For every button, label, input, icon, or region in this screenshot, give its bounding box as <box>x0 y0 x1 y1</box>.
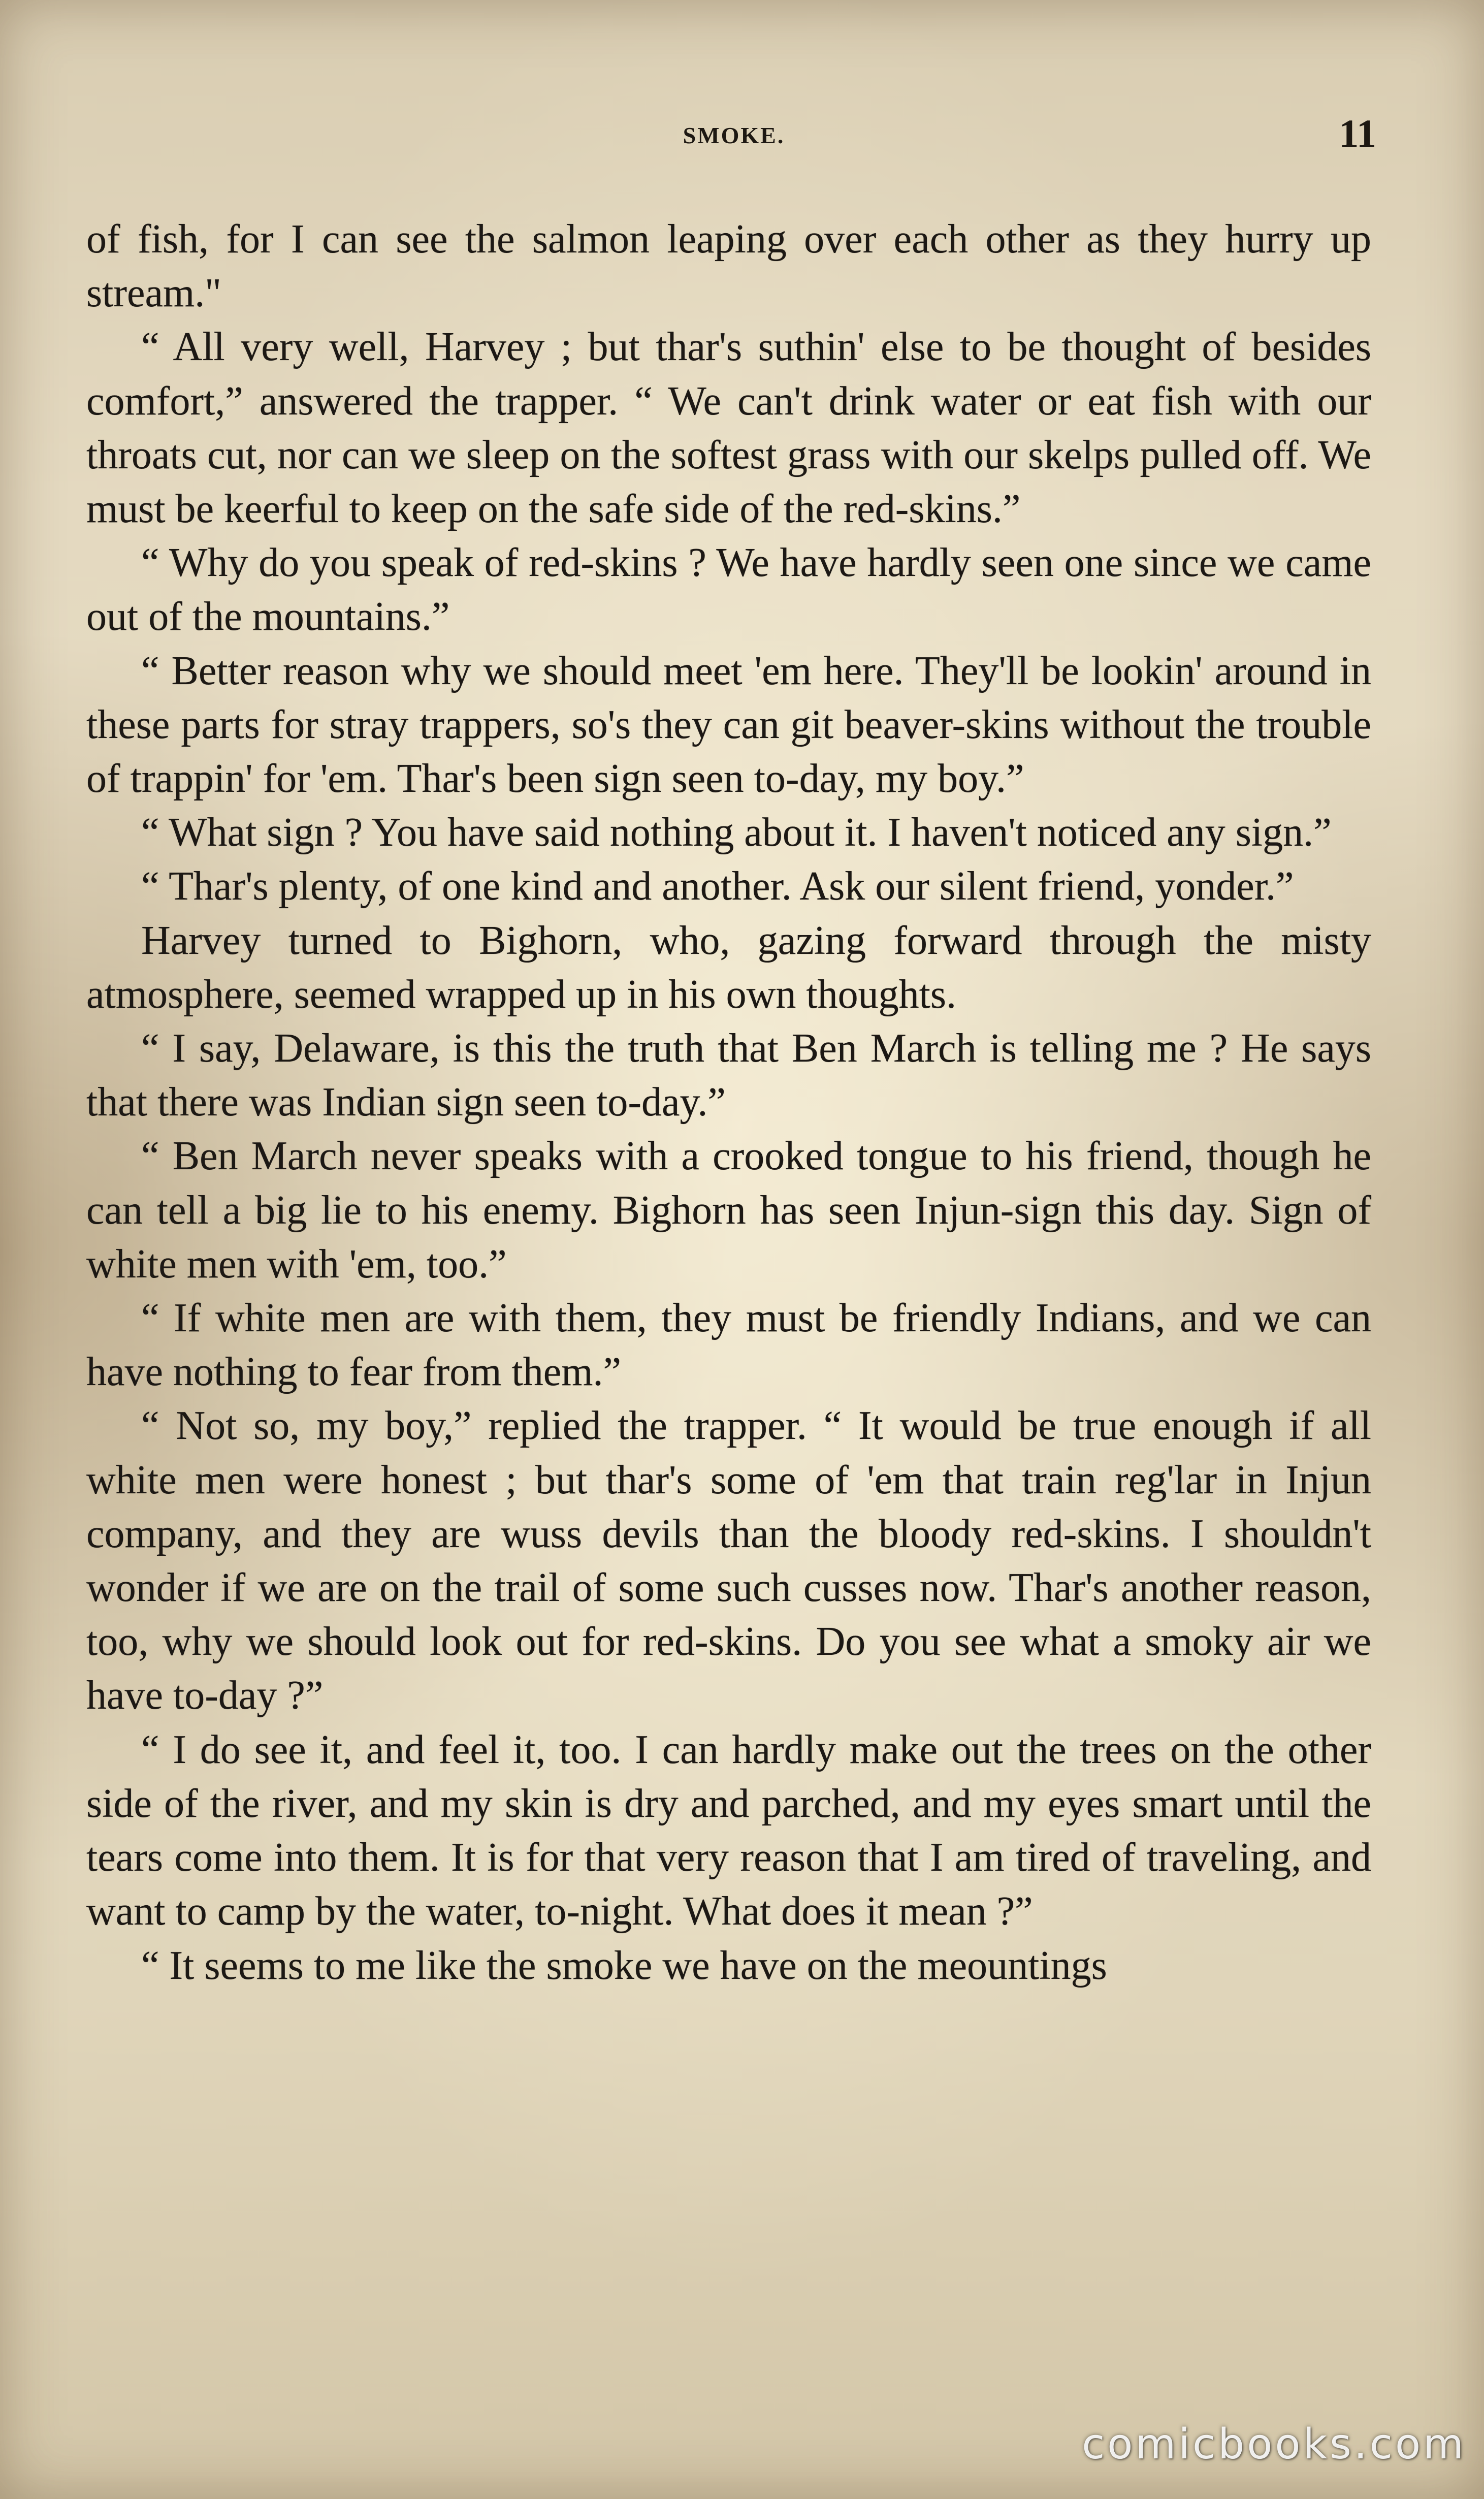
running-head <box>91 111 1376 162</box>
paragraph: “ It seems to me like the smoke we have on the meountings <box>141 1943 1107 1988</box>
paragraph: “ Ben March never speaks with a crooked tongue to his friend, though he can tell a big lie to his enemy. Bighorn has seen Injun-sign this day. Sign of white men with 'em, too.” <box>86 1134 1371 1287</box>
running-title: SMOKE. <box>683 122 785 148</box>
paragraph: “ Thar's plenty, of one kind and another. Ask our silent friend, yonder.” <box>141 864 1294 909</box>
page-number: 11 <box>1339 111 1376 155</box>
watermark: comicbooks.com <box>1082 2420 1466 2469</box>
paragraph: Harvey turned to Bighorn, who, gazing forward through the misty atmosphere, seemed wrapped up in his own thoughts. <box>86 918 1371 1017</box>
paragraph: “ I do see it, and feel it, too. I can hardly make out the trees on the other side of the river, and my skin is dry and parched, and my eyes smart until the tears come into them. It is for that very reason that I am tired of traveling, and want to camp by the water, to-night. What does it mean ?” <box>86 1727 1371 1934</box>
paragraph: of fish, for I can see the salmon leaping over each other as they hurry up stream." <box>86 217 1371 316</box>
paragraph: “ What sign ? You have said nothing about it. I haven't noticed any sign.” <box>141 810 1332 855</box>
paragraph: “ Better reason why we should meet 'em here. They'll be lookin' around in these parts for stray trappers, so's they can git beaver-skins without the trouble of trappin' for 'em. Thar's been sign seen to-day, my boy.” <box>86 648 1371 802</box>
paragraph: “ Not so, my boy,” replied the trapper. “ It would be true enough if all white men were honest ; but thar's some of 'em that train reg'lar in Injun company, and they are wuss devils than the bloody red-skins. I shouldn't wonder if we are on the trail of some such cusses now. Thar's another reason, too, why we should look out for red-skins. Do you see what a smoky air we have to-day ?” <box>86 1403 1371 1718</box>
paragraph: “ I say, Delaware, is this the truth that Ben March is telling me ? He says that there was Indian sign seen to-day.” <box>86 1026 1371 1125</box>
paragraph: “ Why do you speak of red-skins ? We have hardly seen one since we came out of the mountains.” <box>86 540 1371 639</box>
paragraph: “ All very well, Harvey ; but thar's suthin' else to be thought of besides comfort,” answered the trapper. “ We can't drink water or eat fish with our throats cut, nor can we sleep on the softest grass with our skelps pulled off. We must be keerful to keep on the safe side of the red-skins.” <box>86 325 1371 532</box>
body-text <box>86 212 1371 1993</box>
paragraph: “ If white men are with them, they must be friendly Indians, and we can have nothing to fear from them.” <box>86 1296 1371 1395</box>
